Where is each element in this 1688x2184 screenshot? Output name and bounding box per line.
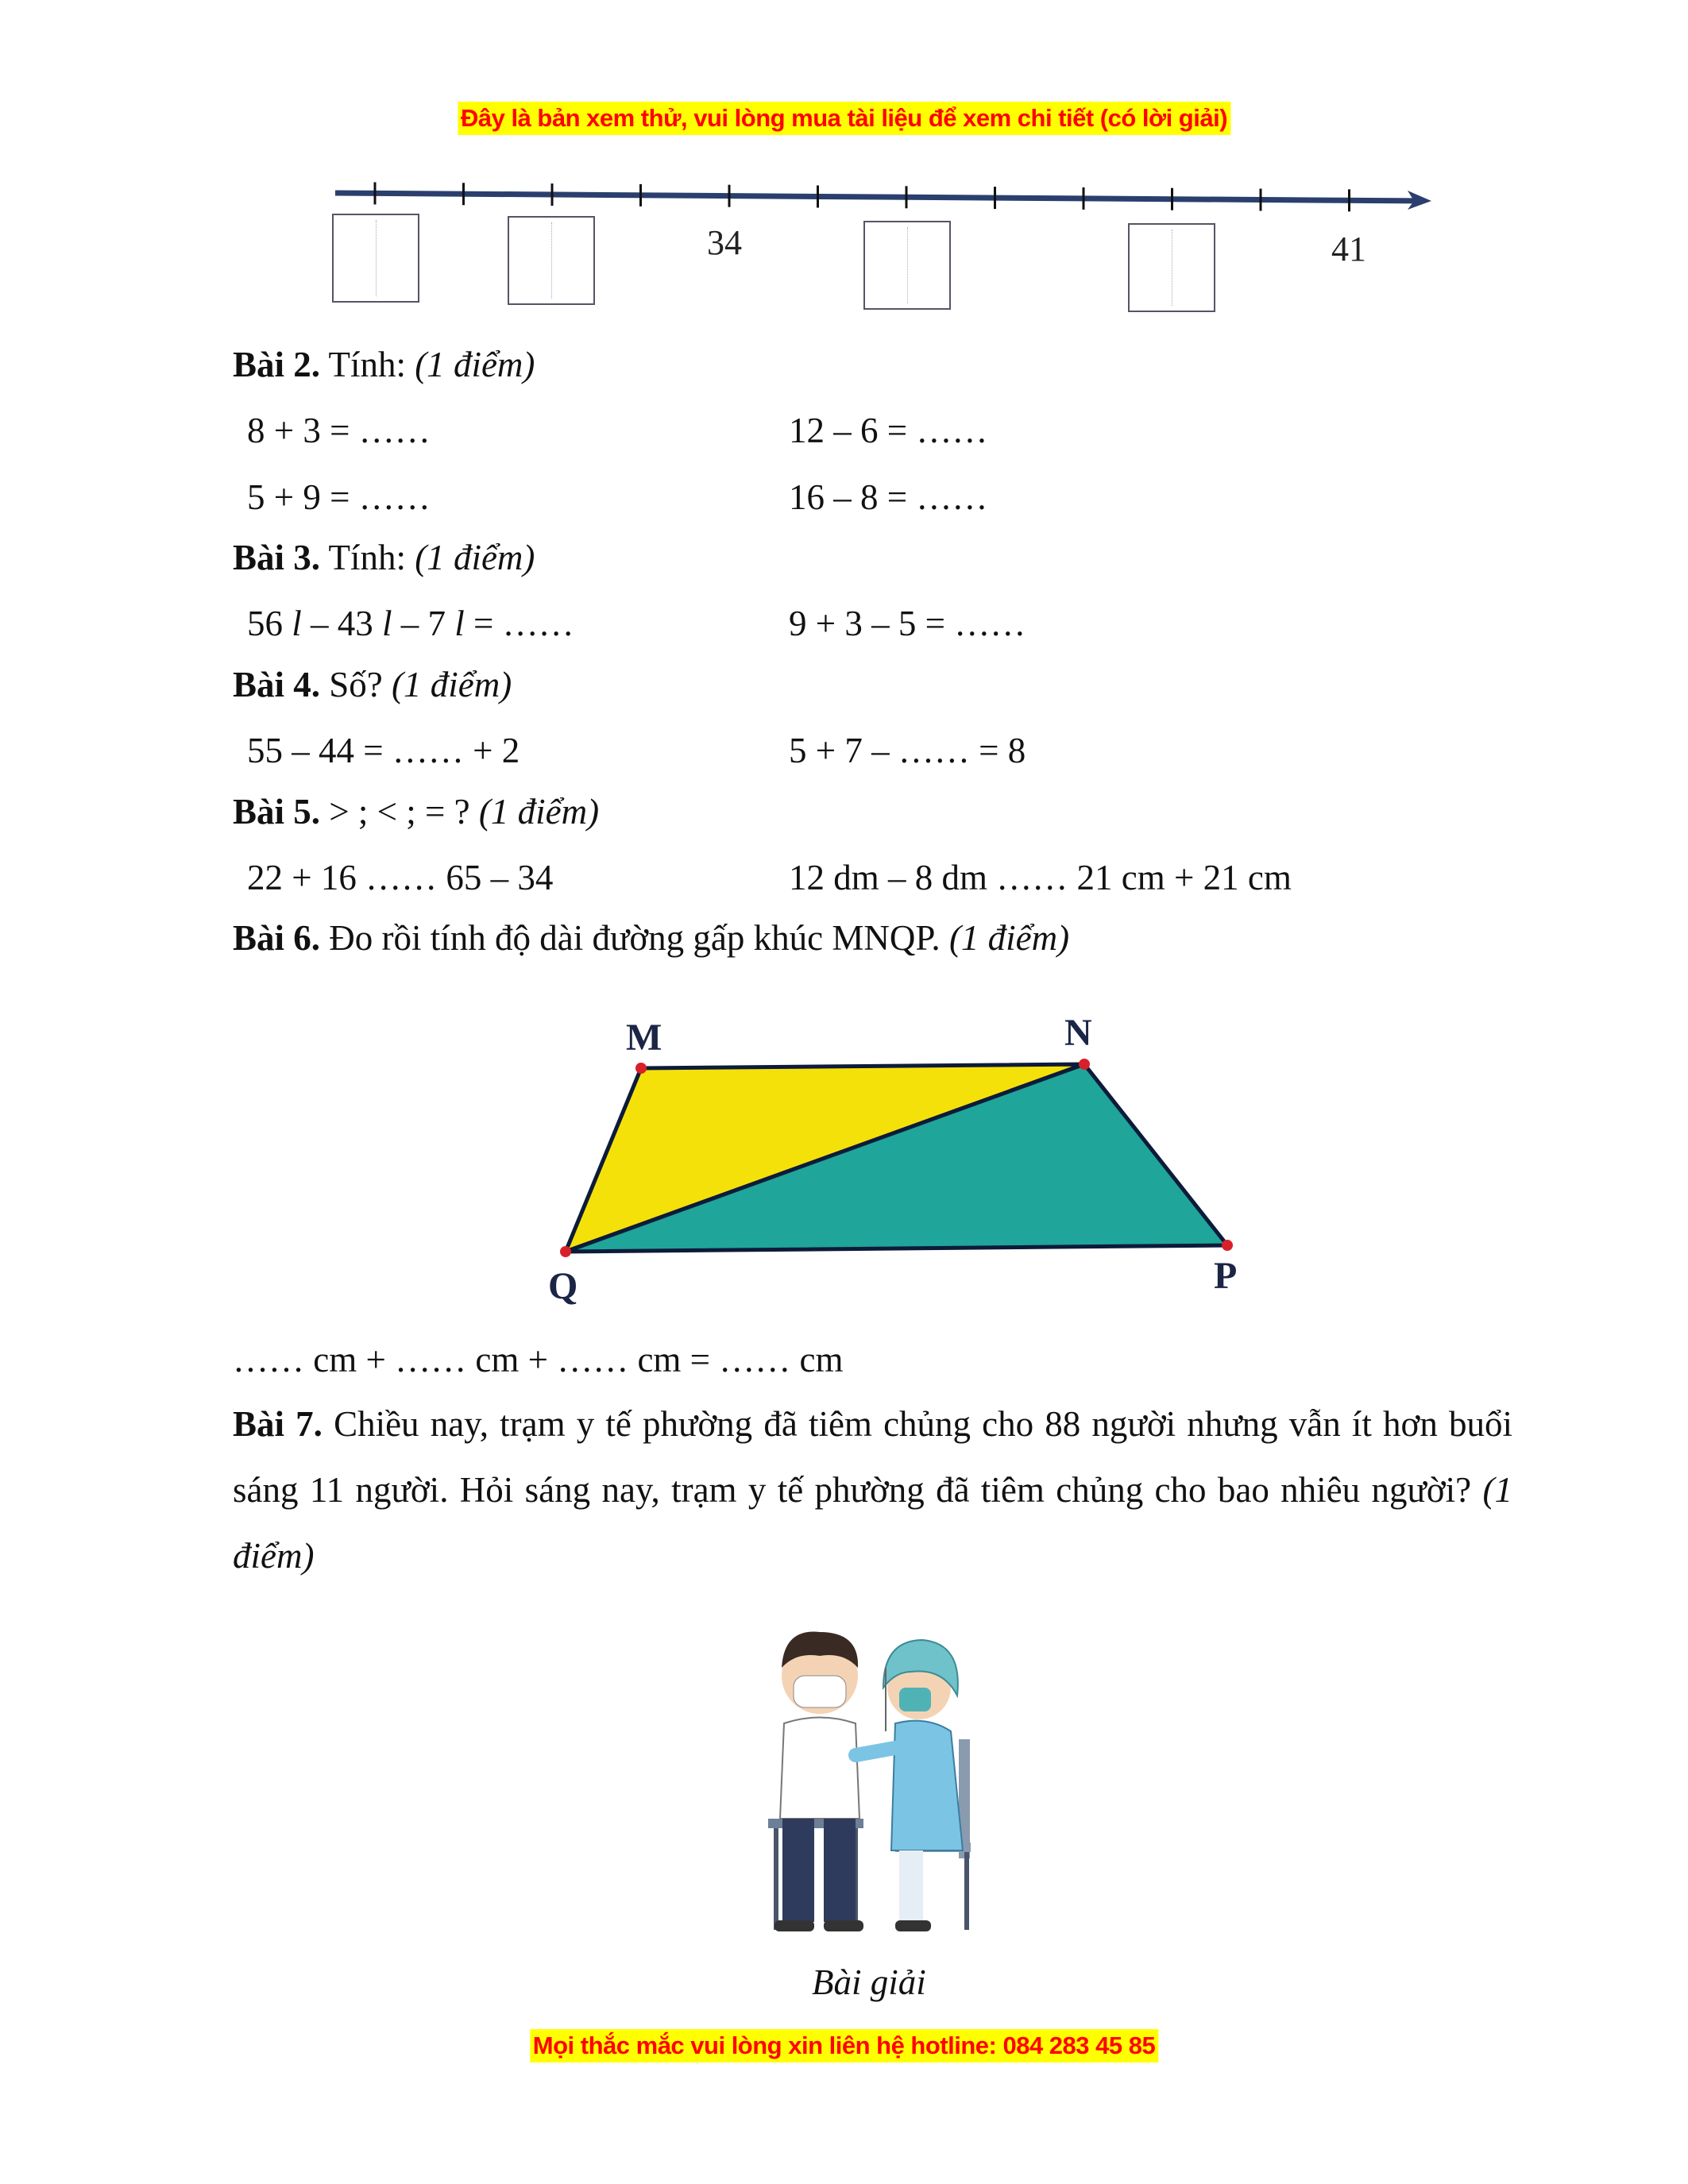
bai7-title: Bài 7. xyxy=(233,1404,323,1444)
bai5-title: Bài 5. xyxy=(233,792,321,832)
unit-l: l xyxy=(292,604,302,643)
bai2-heading xyxy=(233,347,535,383)
bai7-text: Chiều nay, trạm y tế phường đã tiêm chủng cho 88 người nhưng vẫn ít hơn buổi sáng 11 người. Hỏi sáng nay, trạm y tế phường đã tiêm chủng cho bao nhiêu người? xyxy=(233,1404,1512,1510)
bai4-text: Số? xyxy=(320,665,392,704)
bai6-title: Bài 6. xyxy=(233,918,321,958)
bai6-heading xyxy=(233,920,1069,956)
answer-box-2[interactable] xyxy=(508,216,595,305)
bai3-text: Tính: xyxy=(320,538,415,577)
bai2-item-1: 8 + 3 = …… xyxy=(247,411,431,450)
bai4-title: Bài 4. xyxy=(233,665,321,704)
number-line xyxy=(326,175,1438,222)
bai5-text: > ; < ; = ? xyxy=(320,792,479,832)
part: – 43 xyxy=(301,604,383,643)
part: = …… xyxy=(464,604,574,643)
bai3-item-1 xyxy=(247,606,574,642)
preview-notice-banner: Đây là bản xem thử, vui lòng mua tài liệu để xem chi tiết (có lời giải) xyxy=(458,102,1230,135)
bai4-points: (1 điểm) xyxy=(392,665,512,704)
vertex-label-p: P xyxy=(1214,1255,1238,1297)
bai6-answer-line: …… cm + …… cm + …… cm = …… cm xyxy=(233,1340,844,1379)
bai4-item-1: 55 – 44 = …… + 2 xyxy=(247,731,520,770)
bai2-item-3: 5 + 9 = …… xyxy=(247,477,431,517)
vaccination-illustration xyxy=(744,1620,1014,1938)
unit-l: l xyxy=(382,604,392,643)
bai5-heading xyxy=(233,794,599,830)
bai7-points: (1 điểm) xyxy=(233,1470,1512,1576)
part: – 7 xyxy=(392,604,455,643)
solution-label: Bài giải xyxy=(812,1962,926,2002)
bai3-heading xyxy=(233,540,535,576)
number-label-41: 41 xyxy=(1331,230,1366,268)
answer-box-1[interactable] xyxy=(332,214,419,303)
bai2-text: Tính: xyxy=(320,345,415,384)
hotline-footer-banner: Mọi thắc mắc vui lòng xin liên hệ hotline: 084 283 45 85 xyxy=(530,2029,1158,2062)
bai3-points: (1 điểm) xyxy=(415,538,535,577)
answer-box-3[interactable] xyxy=(863,221,951,310)
bai3-item-2: 9 + 3 – 5 = …… xyxy=(789,604,1026,643)
number-label-34: 34 xyxy=(707,223,742,262)
vertex-label-n: N xyxy=(1064,1012,1092,1054)
answer-box-4[interactable] xyxy=(1128,223,1215,312)
bai5-item-2: 12 dm – 8 dm …… 21 cm + 21 cm xyxy=(789,858,1292,897)
bai3-title: Bài 3. xyxy=(233,538,321,577)
bai2-item-4: 16 – 8 = …… xyxy=(789,477,988,517)
bai5-item-1: 22 + 16 …… 65 – 34 xyxy=(247,858,554,897)
unit-l: l xyxy=(454,604,465,643)
vertex-label-q: Q xyxy=(548,1265,578,1307)
bai4-heading xyxy=(233,667,512,703)
part: 56 xyxy=(247,604,292,643)
bai2-title: Bài 2. xyxy=(233,345,321,384)
bai7-paragraph xyxy=(233,1391,1512,1589)
bai6-points: (1 điểm) xyxy=(948,918,1070,958)
polyline-figure-mnqp xyxy=(516,993,1271,1326)
bai2-item-2: 12 – 6 = …… xyxy=(789,411,988,450)
bai5-points: (1 điểm) xyxy=(478,792,600,832)
bai6-text: Đo rồi tính độ dài đường gấp khúc MNQP. xyxy=(320,918,949,958)
bai4-item-2: 5 + 7 – …… = 8 xyxy=(789,731,1026,770)
vertex-label-m: M xyxy=(626,1017,662,1059)
bai2-points: (1 điểm) xyxy=(415,345,535,384)
